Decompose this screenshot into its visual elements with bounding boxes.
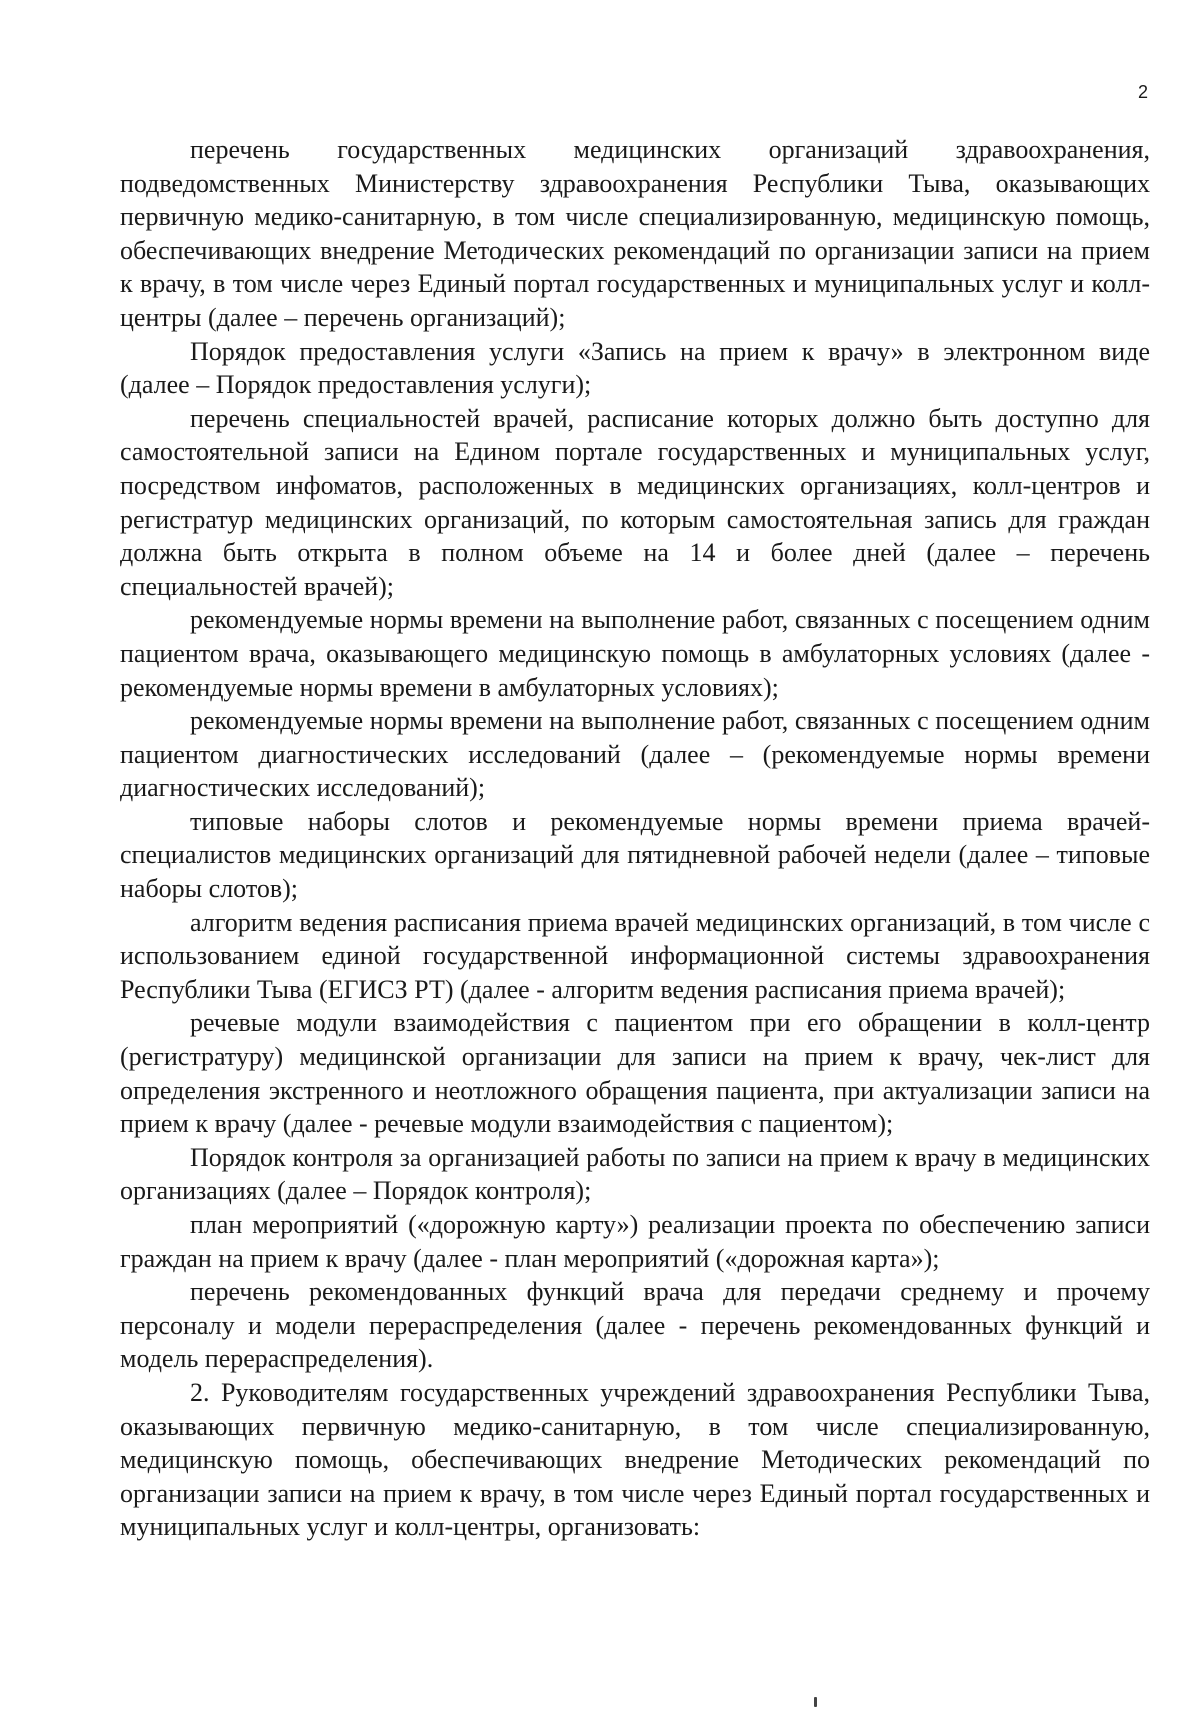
- paragraph: перечень государственных медицинских организаций здравоохранения, подведомственных Министерству здравоохранения Республики Тыва, оказывающих первичную медико-санитарную, в том числе специализированную, медицинскую помощь, обеспечивающих внедрение Методических рекомендаций по организации записи на прием к врачу, в том числе через Единый портал государственных и муниципальных услуг и колл-центры (далее – перечень организаций);: [120, 135, 1150, 332]
- page-number: 2: [1137, 82, 1148, 102]
- paragraph: план мероприятий («дорожную карту») реализации проекта по обеспечению записи граждан на прием к врачу (далее - план мероприятий («дорожная карта»);: [120, 1210, 1150, 1273]
- paragraph: типовые наборы слотов и рекомендуемые нормы времени приема врачей-специалистов медицинских организаций для пятидневной рабочей недели (далее – типовые наборы слотов);: [120, 806, 1150, 904]
- paragraph: рекомендуемые нормы времени на выполнение работ, связанных с посещением одним пациентом врача, оказывающего медицинскую помощь в амбулаторных условиях (далее - рекомендуемые нормы времени в амбулаторных условиях);: [120, 605, 1150, 702]
- paragraph-numbered: 2. Руководителям государственных учреждений здравоохранения Республики Тыва, оказывающих первичную медико-санитарную, в том числе специализированную, медицинскую помощь, обеспечивающих внедрение Методических рекомендаций по организации записи на прием к врачу, в том числе через Единый портал государственных и муниципальных услуг и колл-центры, организовать:: [120, 1377, 1150, 1542]
- document-body: [120, 133, 1150, 1544]
- paragraph: перечень рекомендованных функций врача для передачи среднему и прочему персоналу и модели перераспределения (далее - перечень рекомендованных функций и модель перераспределения).: [120, 1277, 1150, 1374]
- paragraph: Порядок предоставления услуги «Запись на прием к врачу» в электронном виде (далее – Порядок предоставления услуги);: [120, 336, 1150, 400]
- scan-mark: [814, 1697, 817, 1707]
- paragraph: алгоритм ведения расписания приема врачей медицинских организаций, в том числе с использованием единой государственной информационной системы здравоохранения Республики Тыва (ЕГИСЗ РТ) (далее - алгоритм ведения расписания приема врачей);: [120, 907, 1150, 1004]
- paragraph: речевые модули взаимодействия с пациентом при его обращении в колл-центр (регистратуру) медицинской организации для записи на прием к врачу, чек-лист для определения экстренного и неотложного обращения пациента, при актуализации записи на прием к врачу (далее - речевые модули взаимодействия с пациентом);: [120, 1008, 1150, 1139]
- paragraph: рекомендуемые нормы времени на выполнение работ, связанных с посещением одним пациентом диагностических исследований (далее – (рекомендуемые нормы времени диагностических исследований);: [120, 706, 1150, 803]
- paragraph: перечень специальностей врачей, расписание которых должно быть доступно для самостоятельной записи на Едином портале государственных и муниципальных услуг, посредством инфоматов, расположенных в медицинских организациях, колл-центров и регистратур медицинских организаций, по которым самостоятельная запись для граждан должна быть открыта в полном объеме на 14 и более дней (далее – перечень специальностей врачей);: [120, 403, 1150, 601]
- paragraph: Порядок контроля за организацией работы по записи на прием к врачу в медицинских организациях (далее – Порядок контроля);: [120, 1142, 1150, 1206]
